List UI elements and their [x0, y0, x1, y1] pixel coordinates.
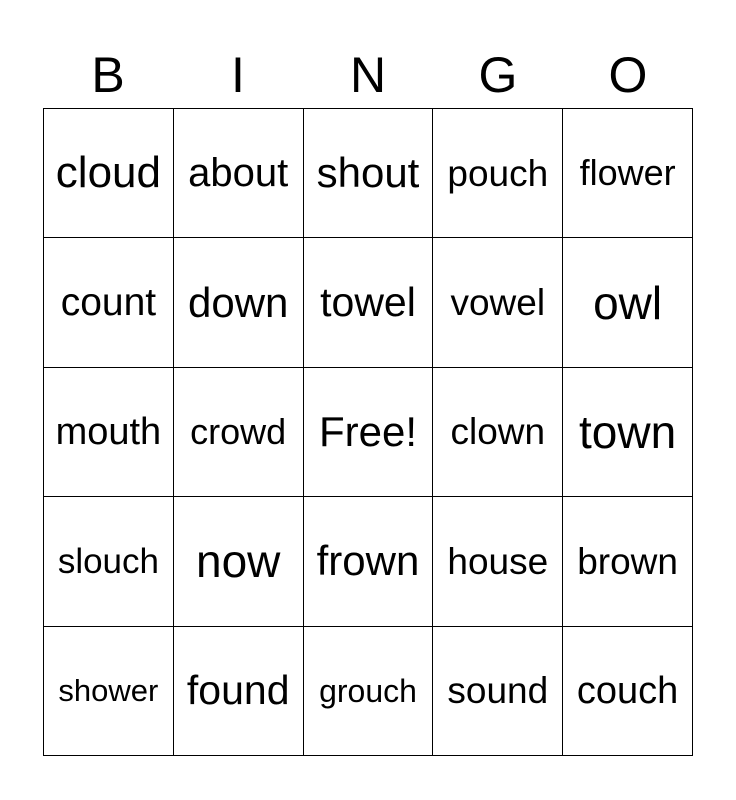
bingo-cell: pouch: [433, 109, 563, 238]
bingo-cell: now: [174, 497, 304, 626]
free-space: Free!: [304, 368, 434, 497]
bingo-cell: shout: [304, 109, 434, 238]
header-letter-o: O: [608, 47, 648, 103]
bingo-cell: grouch: [304, 627, 434, 756]
bingo-cell: about: [174, 109, 304, 238]
bingo-cell: down: [174, 238, 304, 367]
bingo-cell: vowel: [433, 238, 563, 367]
header-letter-g: G: [478, 47, 518, 103]
header-letter-n: N: [349, 47, 387, 103]
header-letter-i: I: [231, 47, 245, 103]
bingo-cell: town: [563, 368, 693, 497]
bingo-cell: slouch: [44, 497, 174, 626]
bingo-cell: count: [44, 238, 174, 367]
bingo-cell: found: [174, 627, 304, 756]
bingo-cell: owl: [563, 238, 693, 367]
bingo-cell: clown: [433, 368, 563, 497]
bingo-cell: couch: [563, 627, 693, 756]
bingo-cell: cloud: [44, 109, 174, 238]
bingo-board: [43, 108, 693, 756]
bingo-cell: mouth: [44, 368, 174, 497]
bingo-cell: brown: [563, 497, 693, 626]
bingo-header: [43, 45, 693, 105]
bingo-cell: frown: [304, 497, 434, 626]
bingo-cell: towel: [304, 238, 434, 367]
bingo-cell: flower: [563, 109, 693, 238]
bingo-cell: crowd: [174, 368, 304, 497]
bingo-cell: sound: [433, 627, 563, 756]
header-letter-b: B: [91, 47, 125, 103]
bingo-cell: shower: [44, 627, 174, 756]
bingo-cell: house: [433, 497, 563, 626]
